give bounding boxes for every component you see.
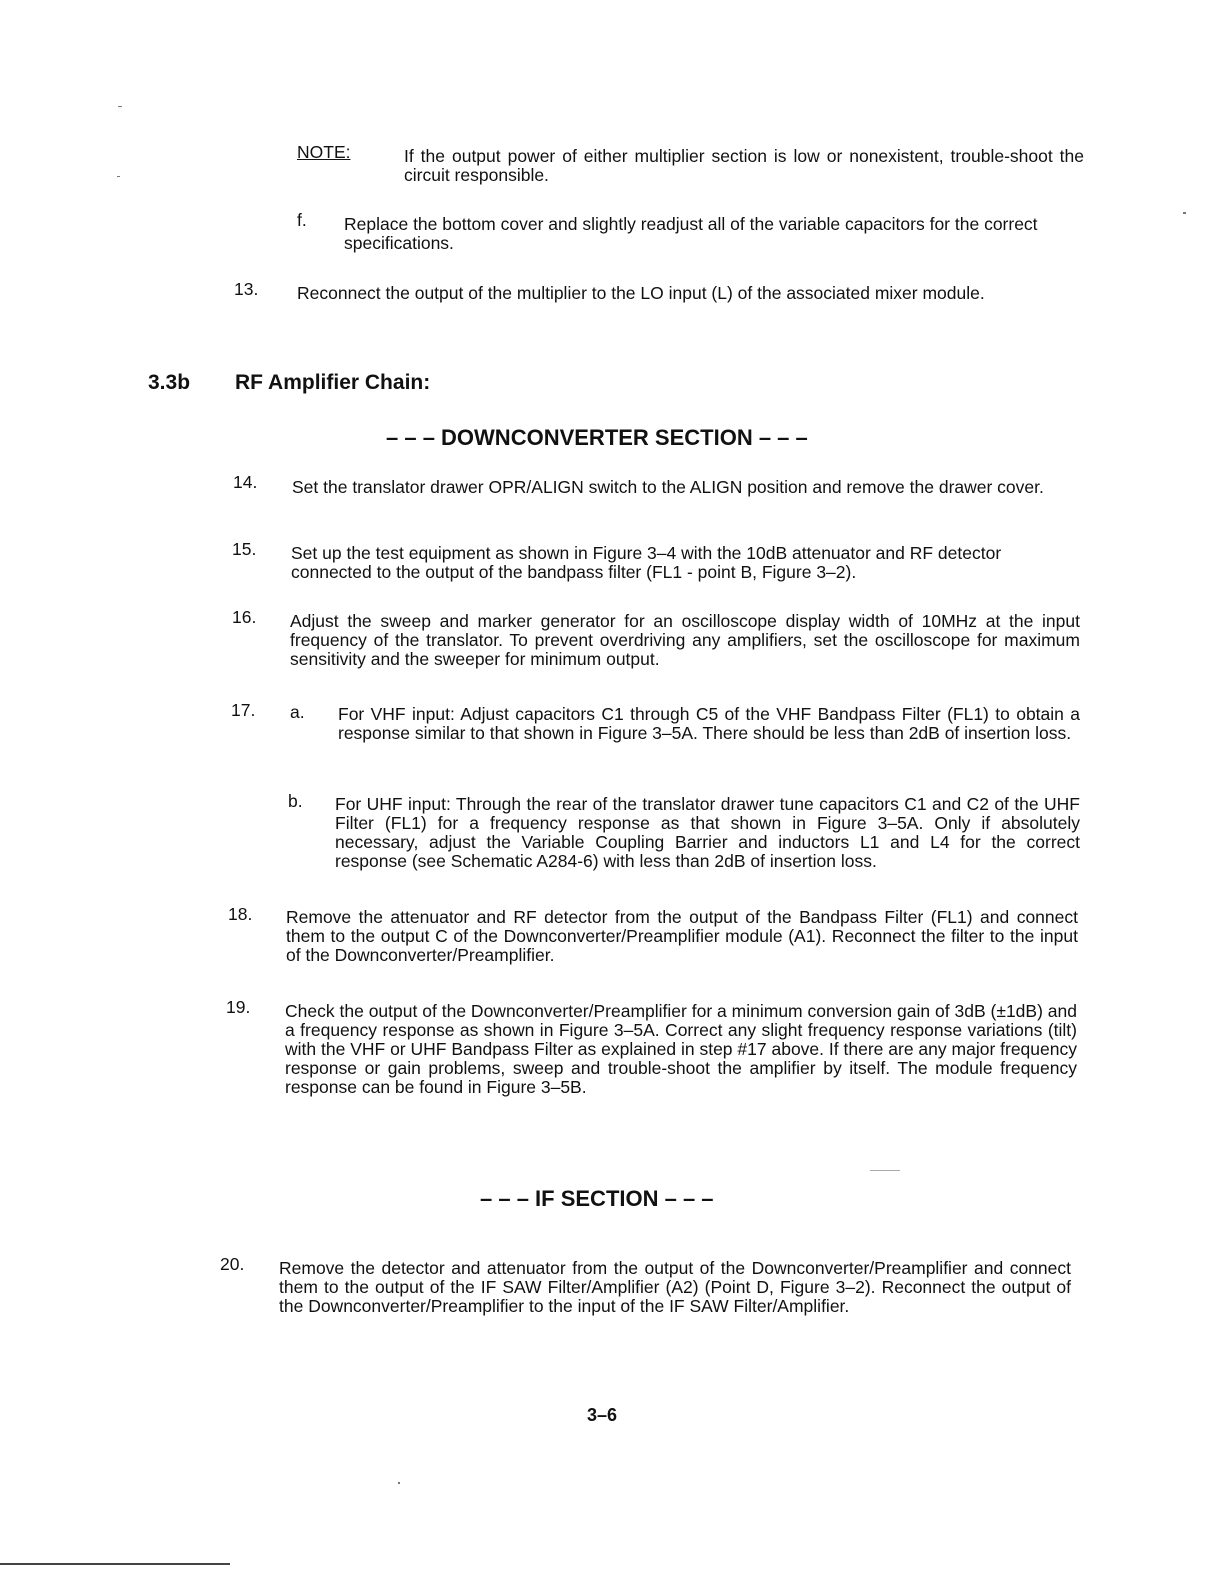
scan-speck xyxy=(398,1482,400,1484)
item-f-label: f. xyxy=(297,210,307,230)
step-16-number: 16. xyxy=(232,607,257,627)
step-19-number: 19. xyxy=(226,997,251,1017)
step-16-text: Adjust the sweep and marker generator for an oscilloscope display width of 10MHz at the input frequency of the translator. To prevent overdriving any amplifiers, set the oscilloscope for maximum sensitivity and the sweeper for minimum output. xyxy=(290,611,1080,669)
scan-speck xyxy=(870,1170,900,1171)
step-13-text: Reconnect the output of the multiplier to the LO input (L) of the associated mixer module. xyxy=(297,283,985,303)
step-20-text: Remove the detector and attenuator from the output of the Downconverter/Preamplifier and connect them to the output of the IF SAW Filter/Amplifier (A2) (Point D, Figure 3–2). Reconnect the output of the Downconverter/Preamplifier to the input of the IF SAW Filter/Amplifier. xyxy=(279,1258,1071,1316)
step-17a-label: a. xyxy=(290,702,305,722)
scan-speck xyxy=(117,176,120,177)
step-14-text: Set the translator drawer OPR/ALIGN switch to the ALIGN position and remove the drawer cover. xyxy=(292,477,1044,497)
step-17a-text: For VHF input: Adjust capacitors C1 through C5 of the VHF Bandpass Filter (FL1) to obtain a response similar to that shown in Figure 3–5A. There should be less than 2dB of insertion loss. xyxy=(338,704,1080,743)
item-f-text: Replace the bottom cover and slightly readjust all of the variable capacitors for the correct specifications. xyxy=(344,214,1038,253)
section-title: RF Amplifier Chain: xyxy=(235,371,431,394)
note-label: NOTE: xyxy=(297,142,351,162)
step-15-text: Set up the test equipment as shown in Figure 3–4 with the 10dB attenuator and RF detector connected to the output of the bandpass filter (FL1 - point B, Figure 3–2). xyxy=(291,543,1002,582)
step-18-number: 18. xyxy=(228,904,253,924)
note-text: If the output power of either multiplier section is low or nonexistent, trouble-shoot the circuit responsible. xyxy=(404,146,1084,185)
scan-speck xyxy=(1183,212,1186,214)
step-17b-text: For UHF input: Through the rear of the translator drawer tune capacitors C1 and C2 of the UHF Filter (FL1) for a frequency response as that shown in Figure 3–5A. Only if absolutely necessary, adjust the Variable Coupling Barrier and inductors L1 and L4 for the correct response (see Schematic A284-6) with less than 2dB of insertion loss. xyxy=(335,794,1080,871)
step-17-number: 17. xyxy=(231,700,256,720)
step-17b-label: b. xyxy=(288,791,303,811)
downconverter-section-heading: – – – DOWNCONVERTER SECTION – – – xyxy=(386,425,808,450)
scan-speck xyxy=(118,106,122,107)
step-13-number: 13. xyxy=(234,279,259,299)
scan-edge-line xyxy=(0,1563,230,1565)
step-15-number: 15. xyxy=(232,539,257,559)
step-19-text: Check the output of the Downconverter/Preamplifier for a minimum conversion gain of 3dB (±1dB) and a frequency response as shown in Figure 3–5A. Correct any slight frequency response variations (tilt) with the VHF or UHF Bandpass Filter as explained in step #17 above. If there are any major frequency response or gain problems, sweep and trouble-shoot the amplifier by itself. The module frequency response can be found in Figure 3–5B. xyxy=(285,1001,1077,1097)
section-number: 3.3b xyxy=(148,371,191,394)
if-section-heading: – – – IF SECTION – – – xyxy=(480,1186,714,1211)
step-20-number: 20. xyxy=(220,1254,245,1274)
step-14-number: 14. xyxy=(233,472,258,492)
page-number: 3–6 xyxy=(587,1405,618,1425)
step-18-text: Remove the attenuator and RF detector from the output of the Bandpass Filter (FL1) and connect them to the output C of the Downconverter/Preamplifier module (A1). Reconnect the filter to the input of the Downconverter/Preamplifier. xyxy=(286,907,1078,965)
